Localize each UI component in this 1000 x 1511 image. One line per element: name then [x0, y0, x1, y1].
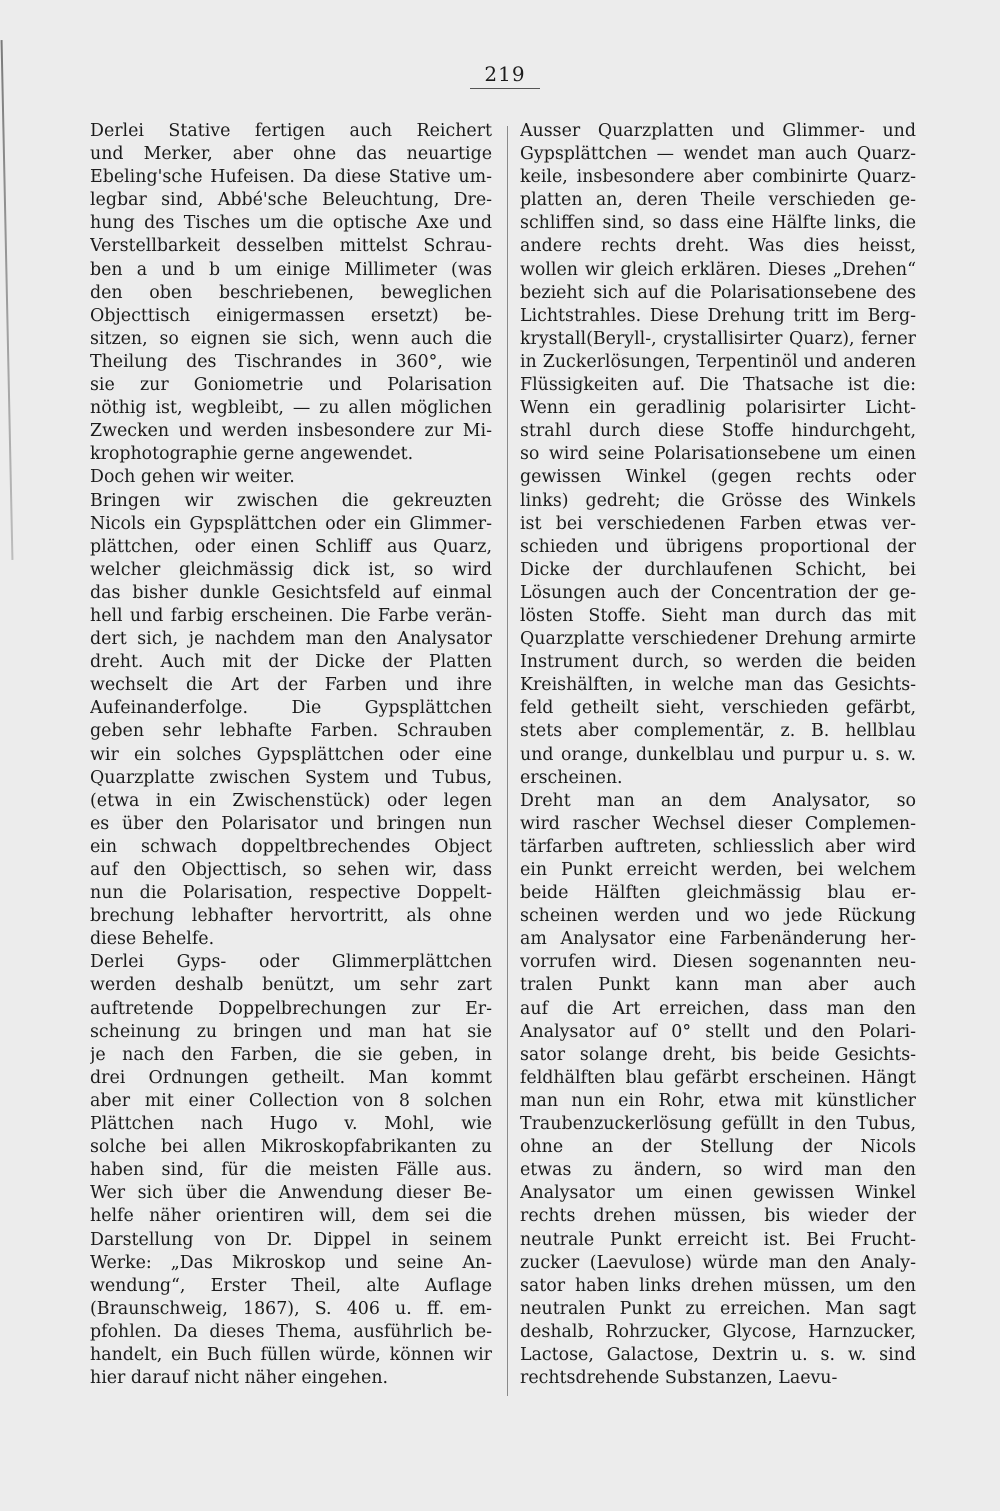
text-line: Quarzplatte zwischen System und Tubus,	[90, 767, 492, 788]
text-line: sitzen, so eignen sie sich, wenn auch die	[90, 328, 492, 349]
text-line: und Merker, aber ohne das neuartige	[90, 144, 492, 165]
text-line: scheinen werden und wo jede Rückung	[520, 906, 916, 927]
text-line: zucker (Laevulose) würde man den Analy-	[520, 1252, 916, 1273]
text-line: Lichtstrahles. Diese Drehung tritt im Berg-	[520, 305, 916, 326]
text-line: sator solange dreht, bis beide Gesichts-	[520, 1044, 916, 1065]
text-line: Verstellbarkeit desselben mittelst Schrau-	[90, 236, 492, 257]
text-line: (etwa in ein Zwischenstück) oder legen	[90, 790, 492, 811]
text-line: hier darauf nicht näher eingehen.	[90, 1368, 389, 1389]
text-line: dert sich, je nachdem man den Analysator	[90, 629, 492, 650]
page-edge-mark	[1, 40, 14, 560]
text-line: brechung lebhafter hervortritt, als ohne	[90, 906, 492, 927]
text-line: rechtsdrehende Substanzen, Laevu-	[520, 1368, 838, 1389]
text-line: (Braunschweig, 1867), S. 406 u. ff. em-	[90, 1298, 492, 1319]
column-divider	[507, 126, 508, 1396]
page-number: 219	[470, 62, 540, 89]
text-line: Werke: „Das Mikroskop und seine An-	[90, 1252, 492, 1273]
text-line: links) gedreht; die Grösse des Winkels	[520, 490, 916, 511]
text-line: am Analysator eine Farbenänderung her-	[520, 929, 916, 950]
text-line: je nach den Farben, die sie geben, in	[90, 1044, 492, 1065]
text-line: wendung“, Erster Theil, alte Auflage	[90, 1275, 492, 1296]
text-line: so wird seine Polarisationsebene um einen	[520, 444, 916, 465]
text-line: tärfarben auftreten, schliesslich aber wird	[520, 836, 916, 857]
text-line: ben a und b um einige Millimeter (was	[90, 259, 492, 280]
text-line: vorrufen wird. Diesen sogenannten neu-	[520, 952, 916, 973]
text-line: krystall(Beryll-, crystallisirter Quarz), ferner	[520, 328, 916, 349]
text-line: auftretende Doppelbrechungen zur Er-	[90, 998, 492, 1019]
text-line: hell und farbig erscheinen. Die Farbe verän-	[90, 605, 492, 626]
text-line: rechts drehen müssen, bis wieder der	[520, 1206, 916, 1227]
text-line: drei Ordnungen getheilt. Man kommt	[90, 1067, 492, 1088]
text-line: scheinung zu bringen und man hat sie	[90, 1021, 492, 1042]
text-line: welcher gleichmässig dick ist, so wird	[90, 559, 492, 580]
text-line: werden deshalb benützt, um sehr zart	[90, 975, 492, 996]
left-text-column	[90, 120, 492, 1390]
text-line: sator haben links drehen müssen, um den	[520, 1275, 916, 1296]
text-line: feld getheilt sieht, verschieden gefärbt,	[520, 698, 916, 719]
text-line: Ausser Quarzplatten und Glimmer- und	[520, 121, 916, 141]
text-line: haben sind, für die meisten Fälle aus.	[90, 1160, 492, 1181]
text-line: hung des Tisches um die optische Axe und	[90, 213, 492, 234]
text-line: Darstellung von Dr. Dippel in seinem	[90, 1229, 492, 1250]
text-line: auf die Art erreichen, dass man den	[520, 998, 916, 1019]
text-line: Analysator um einen gewissen Winkel	[520, 1183, 916, 1204]
text-line: ohne an der Stellung der Nicols	[520, 1137, 916, 1158]
text-line: deshalb, Rohrzucker, Glycose, Harnzucker,	[520, 1321, 916, 1342]
text-line: Dreht man an dem Analysator, so	[520, 790, 916, 811]
text-line: aber mit einer Collection von 8 solchen	[90, 1090, 492, 1111]
text-line: ein schwach doppeltbrechendes Object	[90, 836, 492, 857]
text-line: wird rascher Wechsel dieser Complemen-	[520, 813, 916, 834]
text-line: Instrument durch, so werden die beiden	[520, 652, 916, 673]
text-line: dreht. Auch mit der Dicke der Platten	[90, 652, 492, 673]
text-line: feldhälften blau gefärbt erscheinen. Hängt	[520, 1067, 916, 1088]
text-line: in Zuckerlösungen, Terpentinöl und anderen	[520, 351, 916, 372]
text-line: Derlei Stative fertigen auch Reichert	[90, 121, 492, 141]
text-line: Dicke der durchlaufenen Schicht, bei	[520, 559, 916, 580]
text-line: Wer sich über die Anwendung dieser Be-	[90, 1183, 492, 1204]
text-line: den oben beschriebenen, beweglichen	[90, 282, 492, 303]
text-line: erscheinen.	[520, 767, 623, 788]
text-line: bezieht sich auf die Polarisationsebene des	[520, 282, 916, 303]
text-line: tralen Punkt kann man aber auch	[520, 975, 916, 996]
text-line: Doch gehen wir weiter.	[90, 467, 295, 488]
text-line: Quarzplatte verschiedener Drehung armirte	[520, 629, 916, 650]
text-line: platten an, deren Theile verschieden ge-	[520, 190, 916, 211]
right-text-column	[520, 120, 916, 1390]
text-line: das bisher dunkle Gesichtsfeld auf einmal	[90, 582, 492, 603]
text-line: krophotographie gerne angewendet.	[90, 444, 414, 465]
text-line: legbar sind, Abbé'sche Beleuchtung, Dre-	[90, 190, 492, 211]
text-line: nöthig ist, wegbleibt, — zu allen möglichen	[90, 398, 492, 419]
text-line: Lösungen auch der Concentration der ge-	[520, 582, 916, 603]
text-line: Wenn ein geradlinig polarisirter Licht-	[520, 398, 916, 419]
text-line: nun die Polarisation, respective Doppelt-	[90, 883, 492, 904]
text-line: es über den Polarisator und bringen nun	[90, 813, 492, 834]
text-line: geben sehr lebhafte Farben. Schrauben	[90, 721, 492, 742]
text-line: neutrale Punkt erreicht ist. Bei Frucht-	[520, 1229, 916, 1250]
text-line: gewissen Winkel (gegen rechts oder	[520, 467, 916, 488]
text-line: Zwecken und werden insbesondere zur Mi-	[90, 421, 492, 442]
text-line: man nun ein Rohr, etwa mit künstlicher	[520, 1090, 916, 1111]
text-line: keile, insbesondere aber combinirte Quarz-	[520, 167, 916, 188]
text-line: Plättchen nach Hugo v. Mohl, wie	[90, 1114, 492, 1135]
text-line: Derlei Gyps- oder Glimmerplättchen	[90, 952, 492, 973]
text-line: Ebeling'sche Hufeisen. Da diese Stative um-	[90, 167, 492, 188]
text-line: sie zur Goniometrie und Polarisation	[90, 375, 492, 396]
text-line: wir ein solches Gypsplättchen oder eine	[90, 744, 492, 765]
text-line: Nicols ein Gypsplättchen oder ein Glimmer-	[90, 513, 492, 534]
text-line: lösten Stoffe. Sieht man durch das mit	[520, 605, 916, 626]
text-line: solche bei allen Mikroskopfabrikanten zu	[90, 1137, 492, 1158]
text-line: Theilung des Tischrandes in 360°, wie	[90, 351, 492, 372]
text-line: Objecttisch einigermassen ersetzt) be-	[90, 305, 492, 326]
text-line: Lactose, Galactose, Dextrin u. s. w. sind	[520, 1344, 916, 1365]
text-line: wechselt die Art der Farben und ihre	[90, 675, 492, 696]
text-line: stets aber complementär, z. B. hellblau	[520, 721, 916, 742]
text-line: Analysator auf 0° stellt und den Polari-	[520, 1021, 916, 1042]
text-line: auf den Objecttisch, so sehen wir, dass	[90, 860, 492, 880]
text-line: pfohlen. Da dieses Thema, ausführlich be-	[90, 1321, 492, 1342]
text-line: und orange, dunkelblau und purpur u. s. w.	[520, 744, 916, 765]
text-line: Kreishälften, in welche man das Gesichts-	[520, 675, 916, 696]
text-line: neutralen Punkt zu erreichen. Man sagt	[520, 1298, 916, 1319]
text-line: schliffen sind, so dass eine Hälfte links, die	[520, 213, 916, 234]
text-line: strahl durch diese Stoffe hindurchgeht,	[520, 421, 916, 442]
text-line: etwas zu ändern, so wird man den	[520, 1160, 916, 1181]
text-line: wollen wir gleich erklären. Dieses „Drehen“	[520, 259, 916, 280]
text-line: Aufeinanderfolge. Die Gypsplättchen	[90, 698, 492, 719]
text-line: diese Behelfe.	[90, 929, 215, 950]
text-line: beide Hälften gleichmässig blau er-	[520, 883, 916, 904]
text-line: ein Punkt erreicht werden, bei welchem	[520, 860, 916, 880]
text-line: plättchen, oder einen Schliff aus Quarz,	[90, 536, 492, 557]
text-line: Bringen wir zwischen die gekreuzten	[90, 490, 492, 511]
text-line: handelt, ein Buch füllen würde, können wir	[90, 1344, 492, 1365]
text-line: schieden und übrigens proportional der	[520, 536, 916, 557]
text-line: Gypsplättchen — wendet man auch Quarz-	[520, 144, 916, 165]
text-line: Traubenzuckerlösung gefüllt in den Tubus,	[520, 1114, 916, 1135]
text-line: andere rechts dreht. Was dies heisst,	[520, 236, 916, 257]
text-line: helfe näher orientiren will, dem sei die	[90, 1206, 492, 1227]
text-line: ist bei verschiedenen Farben etwas ver-	[520, 513, 916, 534]
text-line: Flüssigkeiten auf. Die Thatsache ist die:	[520, 375, 916, 396]
